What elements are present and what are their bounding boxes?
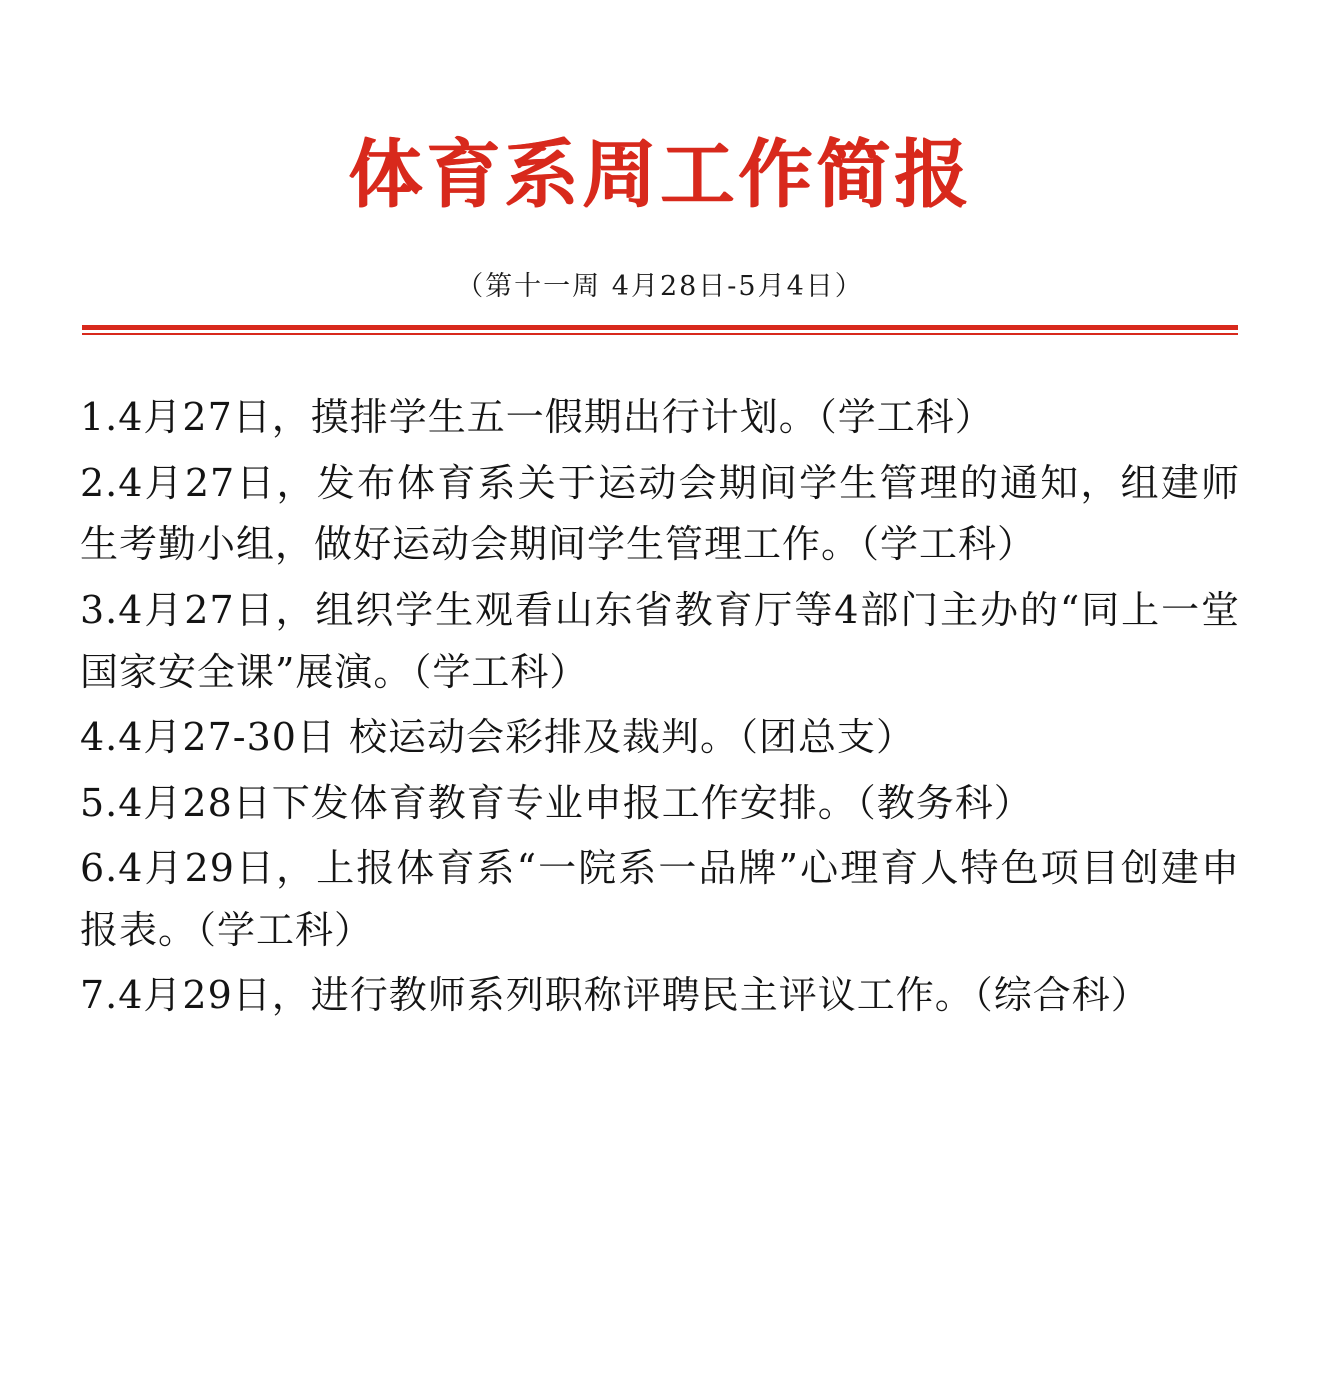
list-item: 1.4月27日，摸排学生五一假期出行计划。（学工科） [80,395,994,440]
list-item: 7.4月29日，进行教师系列职称评聘民主评议工作。（综合科） [80,973,1150,1018]
list-item: 3.4月27日，组织学生观看山东省教育厅等4部门主办的“同上一堂国家安全课”展演。（学工科） [80,588,1240,694]
document-subtitle: （第十一周 4月28日-5月4日） [456,271,864,303]
list-item: 6.4月29日，上报体育系“一院系一品牌”心理育人特色项目创建申报表。（学工科） [80,846,1240,952]
work-items-list [80,335,1240,1026]
header-divider [80,325,1240,335]
divider-thick-line [82,325,1238,330]
list-item: 2.4月27日，发布体育系关于运动会期间学生管理的通知，组建师生考勤小组，做好运动会期间学生管理工作。（学工科） [80,460,1240,567]
list-item: 5.4月28日下发体育教育专业申报工作安排。（教务科） [80,780,1033,825]
page-title: 体育系周工作简报 [348,132,972,218]
list-item: 4.4月27-30日 校运动会彩排及裁判。（团总支） [80,715,916,760]
